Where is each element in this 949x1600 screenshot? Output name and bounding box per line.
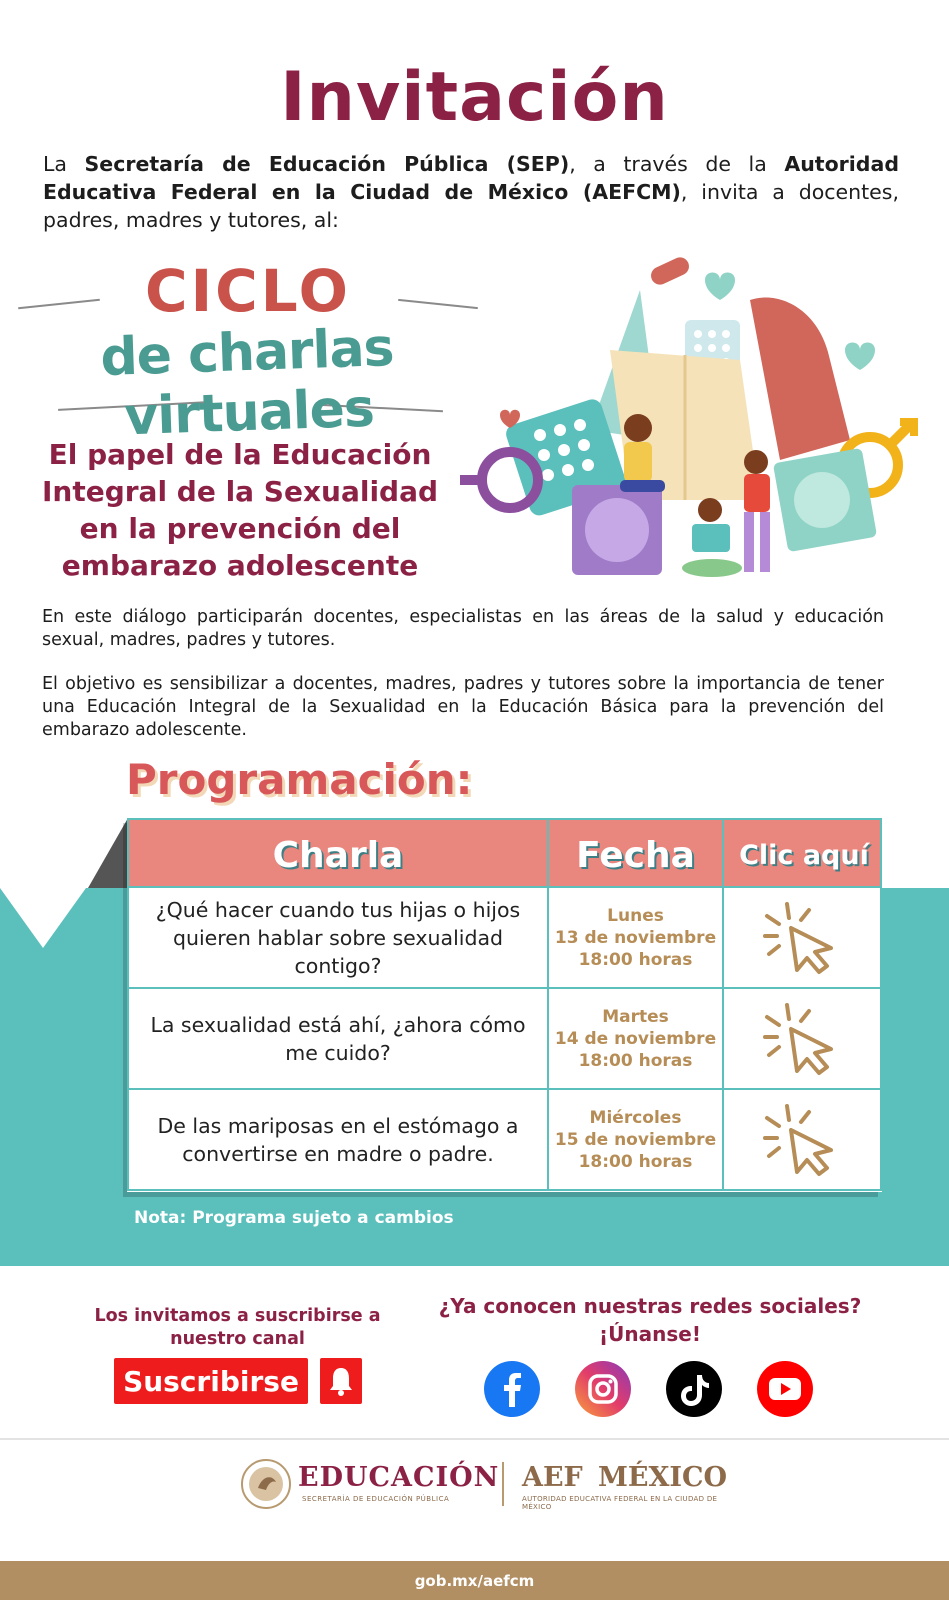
cycle-title-line1: CICLO: [145, 257, 351, 325]
heart-icon: [845, 343, 875, 371]
bell-button[interactable]: [320, 1358, 362, 1404]
sep-name: Secretaría de Educación Pública (SEP): [84, 152, 570, 176]
schedule-title: Programación:: [126, 755, 473, 804]
subscribe-invite-text: Los invitamos a suscribirse a nuestro canal: [94, 1306, 381, 1349]
decor-notch: [0, 888, 86, 948]
sex-education-illustration: [460, 250, 930, 590]
social-title: ¿Ya conocen nuestras redes sociales? ¡Únanse!: [438, 1294, 862, 1346]
decor-triangle: [88, 818, 128, 888]
bell-icon: [328, 1366, 354, 1396]
heart-icon: [705, 273, 735, 301]
talk-date: Miércoles 15 de noviembre 18:00 horas: [549, 1090, 724, 1189]
intro-text: La Secretaría de Educación Pública (SEP), a través de la Autoridad Educativa Federal en la Ciudad de México (AEFCM), invita a docentes, padres, madres y tutores, al:: [43, 152, 899, 232]
talk-title: ¿Qué hacer cuando tus hijas o hijos quieren hablar sobre sexualidad contigo?: [129, 888, 549, 987]
mexico-logo-text: MÉXICO: [598, 1462, 728, 1493]
education-logo-text: EDUCACIÓN: [298, 1462, 500, 1493]
footer-url[interactable]: gob.mx/aefcm: [0, 1561, 949, 1600]
table-row: [127, 888, 882, 989]
person-icon: [698, 498, 722, 522]
table-row: [127, 1090, 882, 1191]
person-icon: [624, 414, 652, 442]
tiktok-icon[interactable]: [666, 1361, 722, 1417]
header-charla: Charla: [129, 820, 549, 890]
schedule-note: Nota: Programa sujeto a cambios: [134, 1208, 454, 1228]
logo-separator: [502, 1462, 504, 1506]
instagram-icon[interactable]: [575, 1361, 631, 1417]
talk-date: Lunes 13 de noviembre 18:00 horas: [549, 888, 724, 987]
page-title: Invitación: [280, 58, 669, 137]
aef-subtext: AUTORIDAD EDUCATIVA FEDERAL EN LA CIUDAD DE MÉXICO: [522, 1495, 718, 1511]
cycle-title-line2: de charlas virtuales: [99, 317, 395, 448]
header-clic: Clic aquí: [739, 839, 869, 871]
click-cell: [724, 888, 884, 987]
description-paragraph-1: En este diálogo participarán docentes, especialistas en las áreas de la salud y educación sexual, madres, padres y tutores.: [42, 607, 884, 650]
table-header: [127, 818, 882, 888]
mexico-seal-icon: [240, 1458, 292, 1510]
cycle-subtitle: El papel de la Educación Integral de la Sexualidad en la prevención del embarazo adolescente: [41, 438, 439, 582]
talk-date: Martes 14 de noviembre 18:00 horas: [549, 989, 724, 1088]
talk-title: La sexualidad está ahí, ¿ahora cómo me cuido?: [129, 989, 549, 1088]
facebook-icon[interactable]: [484, 1361, 540, 1417]
cycle-logo: [18, 255, 478, 448]
talk-title: De las mariposas en el estómago a convertirse en madre o padre.: [129, 1090, 549, 1189]
subscribe-button[interactable]: Suscribirse: [114, 1358, 308, 1404]
condom-icon: [750, 298, 850, 461]
youtube-icon[interactable]: [757, 1361, 813, 1417]
click-cell: [724, 989, 884, 1088]
aef-logo-text: AEF: [522, 1462, 583, 1493]
click-cursor-icon[interactable]: [759, 999, 849, 1079]
click-cursor-icon[interactable]: [759, 898, 849, 978]
footer-logos: [240, 1456, 730, 1516]
click-cursor-icon[interactable]: [759, 1100, 849, 1180]
header-fecha: Fecha: [549, 820, 724, 890]
capsule-icon: [648, 254, 692, 287]
aefcm-name: Autoridad Educativa Federal en la Ciudad de México (AEFCM): [43, 152, 899, 204]
table-row: [127, 989, 882, 1090]
description-paragraph-2: El objetivo es sensibilizar a docentes, madres, padres y tutores sobre la importancia de tener una Educación Integral de la Sexualidad en la Educación Básica para la prevención del embarazo adolescente.: [42, 674, 884, 740]
click-cell: [724, 1090, 884, 1189]
person-icon: [744, 450, 768, 474]
schedule-table: [127, 818, 882, 1192]
sep-subtext: SECRETARÍA DE EDUCACIÓN PÚBLICA: [302, 1495, 450, 1503]
footer-divider: [0, 1438, 949, 1440]
